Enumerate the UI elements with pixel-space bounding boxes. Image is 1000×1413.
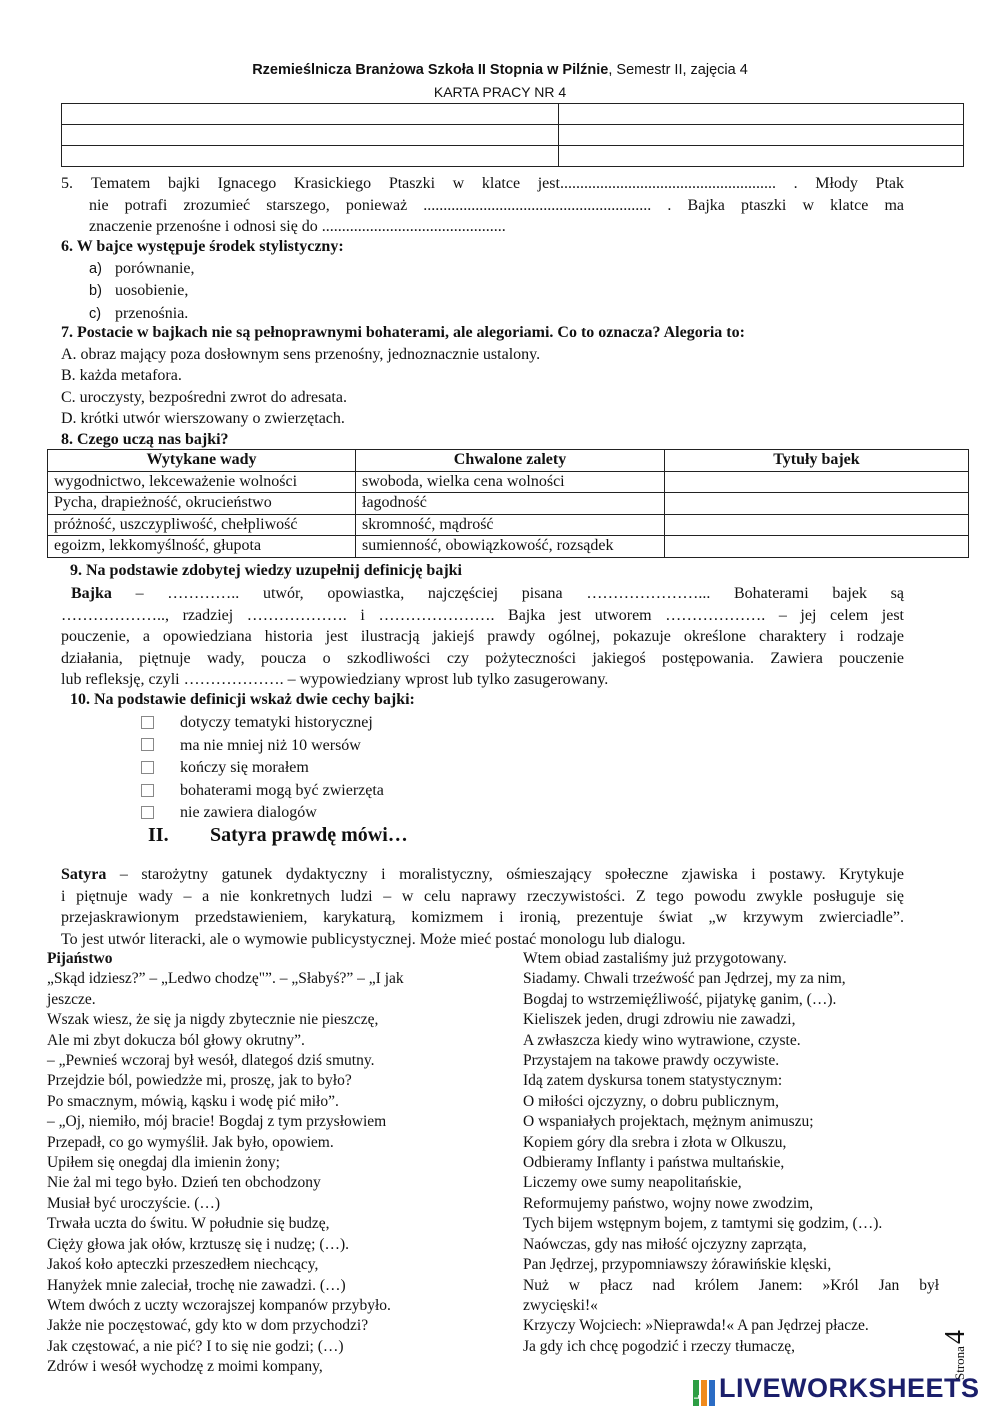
q6-option[interactable]	[61, 258, 344, 281]
poem-line: Przepadł, co go wymyślił. Jak było, opowiem.	[47, 1133, 334, 1151]
checkbox[interactable]	[141, 761, 154, 774]
table-cell: próżność, uszczypliwość, chełpliwość	[48, 514, 356, 536]
name-cell[interactable]	[559, 146, 964, 167]
section-title: Satyra prawdę mówi…	[210, 824, 408, 846]
q5-line: nie potrafi zrozumieć starszego, ponieważ ......................................................... . Bajka ptaszki w klatce ma	[89, 196, 904, 214]
satyra-definition	[61, 864, 904, 950]
q5-line: znaczenie przenośne i odnosi się do ..............................................	[89, 218, 506, 235]
poem-line: Jakoś koło apteczki przeszedłem niechcący,	[47, 1256, 319, 1274]
poem-line: Cięży głowa jak ołów, krztuszę się i nudzę; (…).	[47, 1235, 350, 1253]
name-cell[interactable]	[62, 146, 559, 167]
poem-line: Zdrów i wesół wychodzę z moimi kompany,	[47, 1358, 323, 1376]
answer-cell[interactable]	[665, 471, 969, 493]
q10-option[interactable]	[141, 735, 384, 758]
poem-line: Bogdaj to wstrzemięźliwość, pijatykę ganim, (…).	[523, 990, 837, 1008]
q6-option[interactable]	[61, 280, 344, 303]
poem-line: A zwłaszcza kiedy wino wytrawione, czyste.	[523, 1031, 801, 1049]
poem-line: Ja gdy ich chcę pogodzić i rzeczy tłumaczę,	[523, 1337, 795, 1355]
satyra-line: – starożytny gatunek dydaktyczny i moralistyczny, ośmieszający społeczne zjawiska i postawy. Krytykuje	[106, 866, 904, 883]
q5-line: Tematem bajki Ignacego Krasickiego Ptaszki w klatce jest...................................................... . Młody Ptak	[91, 175, 904, 192]
semester-info: , Semestr II, zajęcia 4	[608, 62, 748, 78]
q8-title: 8. Czego uczą nas bajki?	[61, 431, 229, 448]
checkbox[interactable]	[141, 716, 154, 729]
poem-line: Musiał być uroczyście. (…)	[47, 1194, 221, 1212]
q10-option[interactable]	[141, 757, 384, 780]
poem-line: Odbieramy Inflanty i państwa multańskie,	[523, 1154, 785, 1172]
poem-line: Jakże nie poczęstować, gdy kto w dom przychodzi?	[47, 1317, 369, 1335]
document-header	[0, 62, 1000, 78]
question-5	[61, 173, 904, 238]
poem-line: O wspaniałych projektach, mężnym animuszu;	[523, 1113, 814, 1131]
q9-line: ……………….., rzadziej ………………. i …………………. Bajka jest utworem ………………. – jej celem jest	[61, 606, 904, 624]
satyra-line: i piętnuje wady – a nie konkretnych ludzi – w celu naprawy rzeczywistości. Z tego powodu zwykle posługuje się	[61, 887, 904, 905]
table-cell: Pycha, drapieżność, okrucieństwo	[48, 493, 356, 515]
table-row	[48, 536, 969, 558]
poem-line: Wtem dwóch z uczty wczorajszej kompanów przybyło.	[47, 1296, 391, 1314]
poem-title: Pijaństwo	[47, 950, 113, 967]
answer-cell[interactable]	[665, 493, 969, 515]
poem-line: Siadamy. Chwali trzeźwość pan Jędrzej, my za nim,	[523, 970, 846, 988]
poem-line: Tych bijem wstępnym bojem, z tamtymi się godzim, (…).	[523, 1215, 883, 1233]
page-label-word: Strona	[952, 1346, 967, 1380]
q6-option-letter: a)	[89, 260, 102, 277]
poem-line: zwycięski!«	[523, 1296, 598, 1314]
satyra-line: przejaskrawionym przedstawieniem, karykaturą, komizmem i ironią, prezentuje świat „w krzywym zwierciadle”.	[61, 909, 904, 926]
q10-option-text: dotyczy tematyki historycznej	[180, 714, 373, 731]
q9-line: – ………….. utwór, opowiastka, najczęściej pisana …………………... Bohaterami bajek są	[111, 585, 904, 602]
page-number: 4	[940, 1330, 971, 1345]
poem-line: Przystajem na takowe prawdy oczywiste.	[523, 1052, 780, 1070]
column-header: Chwalone zalety	[356, 450, 665, 472]
poem-line: O miłości ojczyzny, o dobru publicznym,	[523, 1092, 779, 1110]
section-heading	[148, 824, 408, 847]
q10-option[interactable]	[141, 802, 384, 825]
card-title: KARTA PRACY NR 4	[433, 84, 567, 100]
q10-option[interactable]	[141, 712, 384, 735]
poem-line: Hanyżek mnie zaleciał, trochę nie zawadzi. (…)	[47, 1276, 346, 1294]
question-6	[61, 236, 344, 325]
poem-line: Liczemy owe sumy neapolitańskie,	[523, 1174, 742, 1192]
liveworksheets-watermark	[693, 1373, 980, 1406]
q9-line: lub refleksję, czyli ………………. – wypowiedziany wprost lub tylko zasugerowany.	[61, 671, 609, 688]
table-row	[48, 471, 969, 493]
q7-option-d[interactable]: D. krótki utwór wierszowany o zwierzętach.	[61, 410, 345, 427]
virtues-table	[47, 449, 969, 558]
table-row	[48, 514, 969, 536]
q6-option-text: uosobienie,	[115, 282, 189, 299]
poem-line: Kopiem góry dla srebra i złota w Olkuszu,	[523, 1133, 787, 1151]
table-cell: łagodność	[356, 493, 665, 515]
poem-line: Wszak wiesz, że się ja nigdy zbytecznie nie pieszczę,	[47, 1011, 379, 1029]
liveworksheets-logo-icon	[693, 1380, 715, 1406]
poem-line: Nie żal mi tego było. Dzień ten obchodzony	[47, 1174, 321, 1192]
q6-option-text: przenośnia.	[115, 304, 189, 322]
svg-text:L: L	[694, 1395, 701, 1400]
table-row	[48, 493, 969, 515]
school-name: Rzemieślnicza Branżowa Szkoła II Stopnia w Pilźnie	[252, 62, 609, 78]
poem-left-column	[47, 949, 487, 1378]
name-cell[interactable]	[559, 125, 964, 146]
checkbox[interactable]	[141, 806, 154, 819]
q6-option-letter: b)	[89, 283, 102, 299]
name-cell[interactable]	[62, 125, 559, 146]
table-header-row	[48, 450, 969, 472]
poem-line: Idą zatem dyskursa tonem statystycznym:	[523, 1072, 783, 1090]
poem-line: Nuż w płacz nad królem Janem: »Król Jan był	[523, 1276, 939, 1294]
poem-line: Upiłem się onegdaj dla imienin żony;	[47, 1154, 280, 1172]
q10-option-text: ma nie mniej niż 10 wersów	[180, 736, 361, 754]
q10-option-text: bohaterami mogą być zwierzęta	[180, 781, 384, 799]
q10-option-text: nie zawiera dialogów	[180, 804, 317, 822]
q7-option-c[interactable]: C. uroczysty, bezpośredni zwrot do adresata.	[61, 388, 347, 406]
q9-definition	[61, 583, 904, 691]
q6-option-text: porównanie,	[115, 259, 195, 277]
satyra-term: Satyra	[61, 866, 107, 883]
section-number: II.	[148, 824, 169, 846]
checkbox[interactable]	[141, 784, 154, 797]
table-cell: sumienność, obowiązkowość, rozsądek	[356, 536, 665, 558]
q9-line: pouczenie, a opowiedziana historia jest ilustracją jakiejś prawdy ogólnej, pokazuje określone charaktery i rodzaje	[61, 628, 904, 645]
table-cell: egoizm, lekkomyślność, głupota	[48, 536, 356, 558]
q7-title: 7. Postacie w bajkach nie są pełnoprawnymi bohaterami, ale alegoriami. Co to oznacza? Alegoria to:	[61, 324, 745, 341]
satyra-line: To jest utwór literacki, ale o wymowie publicystycznej. Może mieć postać monologu lub dialogu.	[61, 930, 686, 948]
column-header: Wytykane wady	[48, 450, 356, 472]
poem-line: Kieliszek jeden, drugi zdrowiu nie zawadzi,	[523, 1011, 796, 1029]
column-header: Tytuły bajek	[665, 450, 969, 472]
q9-line: działania, piętnuje wady, poucza o szkodliwości czy pożyteczności jakiegoś postępowania. Zawiera pouczenie	[61, 649, 904, 667]
name-table	[61, 103, 964, 167]
poem-line: Pan Jędrzej, przypomniawszy żórawińskie klęski,	[523, 1256, 832, 1274]
q6-title: 6. W bajce występuje środek stylistyczny:	[61, 238, 344, 255]
q10-option-text: kończy się morałem	[180, 759, 309, 777]
checkbox[interactable]	[141, 738, 154, 751]
poem-line: Krzyczy Wojciech: »Nieprawda!« A pan Jędrzej płacze.	[523, 1317, 869, 1335]
table-cell: wygodnictwo, lekceważenie wolności	[48, 471, 356, 493]
name-cell[interactable]	[559, 104, 964, 125]
watermark-text: LIVEWORKSHEETS	[719, 1373, 980, 1403]
question-9	[70, 560, 462, 582]
q6-option-letter: c)	[89, 305, 102, 322]
poem-line: jeszcze.	[47, 990, 96, 1008]
table-cell: skromność, mądrość	[356, 514, 665, 536]
poem-line: Reformujemy państwo, wojny nowe zwodzim,	[523, 1194, 814, 1212]
q7-option-a[interactable]: A. obraz mający poza dosłownym sens przenośny, jednoznacznie ustalony.	[61, 345, 541, 363]
answer-cell[interactable]	[665, 536, 969, 558]
table-cell: swoboda, wielka cena wolności	[356, 471, 665, 493]
poem-line: Przejdzie ból, powiedzże mi, proszę, jak to było?	[47, 1072, 352, 1090]
q7-option-b[interactable]: B. każda metafora.	[61, 367, 182, 384]
poem-line: „Skąd idziesz?” – „Ledwo chodzę"”. – „Słabyś?” – „I jak	[47, 970, 404, 988]
q10-option[interactable]	[141, 780, 384, 803]
poem-line: Ale mi zbyt dokucza ból głowy okrutny”.	[47, 1031, 305, 1049]
answer-cell[interactable]	[665, 514, 969, 536]
poem-line: Wtem obiad zastaliśmy już przygotowany.	[523, 950, 787, 967]
poem-line: Trwała uczta do świtu. W południe się budzę,	[47, 1215, 330, 1233]
poem-line: Naówczas, gdy nas miłość ojczyzny zaprząta,	[523, 1235, 807, 1253]
q10-options	[141, 712, 384, 825]
question-10	[70, 689, 415, 711]
poem-line: – „Pewnieś wczoraj był wesół, dlategoś dziś smutny.	[47, 1052, 375, 1070]
name-cell[interactable]	[62, 104, 559, 125]
poem-right-column	[523, 949, 943, 1357]
q10-title: 10. Na podstawie definicji wskaż dwie cechy bajki:	[70, 691, 415, 708]
poem-line: Jak częstować, a nie pić? I to się nie godzi; (…)	[47, 1337, 344, 1355]
question-7	[61, 322, 745, 430]
q9-title: 9. Na podstawie zdobytej wiedzy uzupełnij definicję bajki	[70, 562, 462, 579]
poem-line: Po smacznym, mówią, kąsku i wodę pić miło”.	[47, 1092, 339, 1110]
q5-number: 5.	[61, 175, 73, 192]
poem-line: – „Oj, niemiło, mój bracie! Bogdaj z tym przysłowiem	[47, 1113, 387, 1131]
q9-term: Bajka	[71, 585, 112, 602]
page-label	[940, 1296, 972, 1380]
